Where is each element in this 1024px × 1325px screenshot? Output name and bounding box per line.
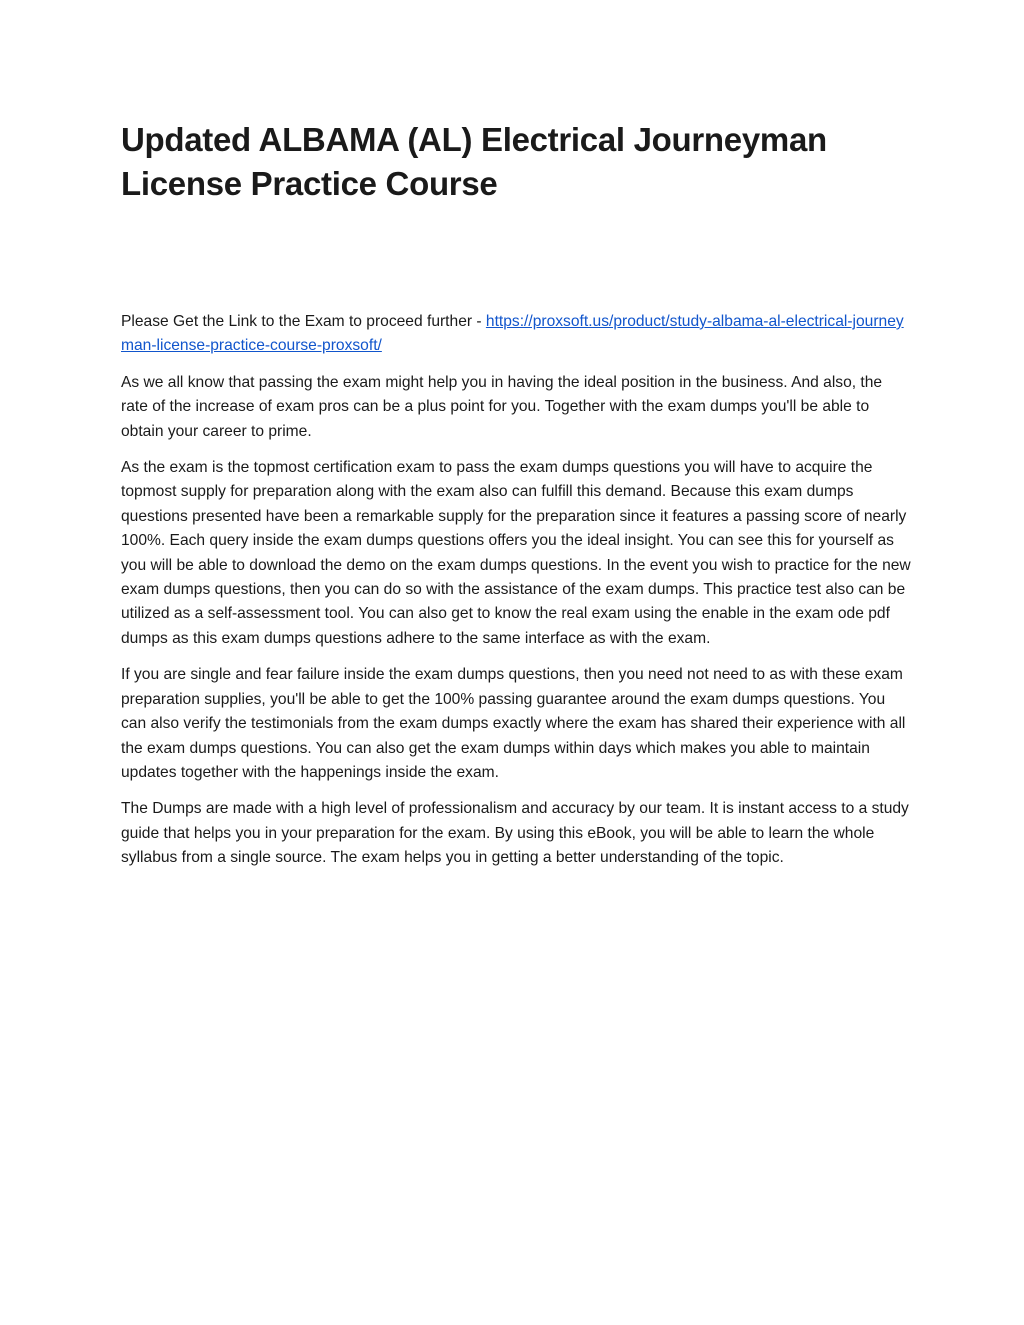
body-paragraph-4: The Dumps are made with a high level of professionalism and accuracy by our team. It is instant access to a study guide that helps you in your preparation for the exam. By using this eBook, you will be able to learn the whole syllabus from a single source. The exam helps you in getting a better understanding of the topic. — [121, 800, 909, 867]
document-page — [121, 118, 911, 883]
document-body — [121, 310, 911, 871]
intro-text: Please Get the Link to the Exam to proceed further - — [121, 313, 486, 330]
body-paragraph-1: As we all know that passing the exam might help you in having the ideal position in the business. And also, the rate of the increase of exam pros can be a plus point for you. Together with the exam dumps you'll be able to obtain your career to prime. — [121, 373, 883, 440]
document-title: Updated ALBAMA (AL) Electrical Journeyman License Practice Course — [121, 121, 827, 202]
exam-link[interactable]: https://proxsoft.us/product/study-albama-al-electrical-journeyman-license-practice-course-proxsoft/ — [121, 313, 904, 355]
intro-paragraph — [121, 310, 911, 359]
body-paragraph-2: As the exam is the topmost certification exam to pass the exam dumps questions you will have to acquire the topmost supply for preparation along with the exam also can fulfill this demand. Because this exam dumps questions presented have been a remarkable supply for the preparation since it features a passing score of nearly 100%. Each query inside the exam dumps questions offers you the ideal insight. You can see this for yourself as you will be able to download the demo on the exam dumps questions. In the event you wish to practice for the new exam dumps questions, then you can do so with the assistance of the exam dumps. This practice test also can be utilized as a self-assessment tool. You can also get to know the real exam using the enable in the exam ode pdf dumps as this exam dumps questions adhere to the same interface as with the exam. — [121, 459, 911, 647]
body-paragraph-3: If you are single and fear failure inside the exam dumps questions, then you need not need to as with these exam preparation supplies, you'll be able to get the 100% passing guarantee around the exam dumps questions. You can also verify the testimonials from the exam dumps exactly where the exam has shared their experience with all the exam dumps questions. You can also get the exam dumps within days which makes you able to maintain updates together with the happenings inside the exam. — [121, 666, 906, 781]
